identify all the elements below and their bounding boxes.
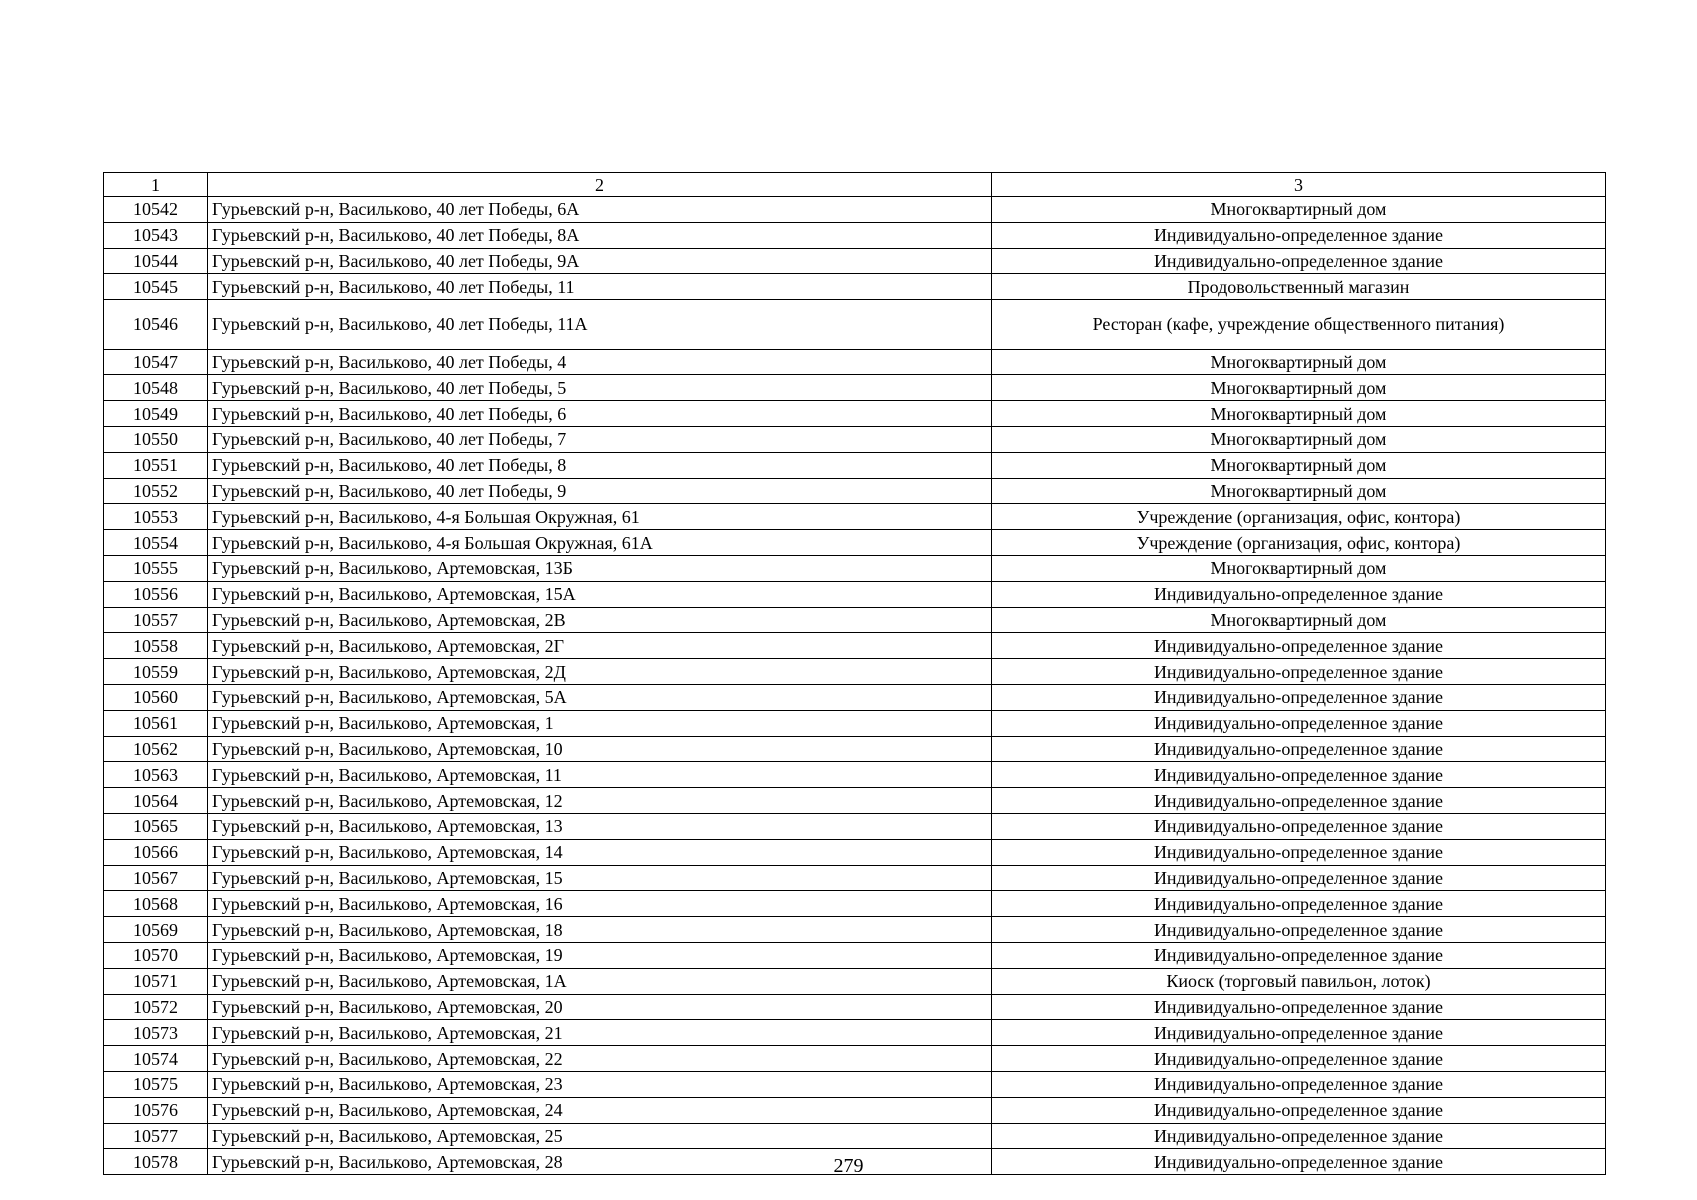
table-header [104, 173, 1606, 197]
row-address: Гурьевский р-н, Васильково, 40 лет Победы, 6 [208, 401, 992, 427]
row-object-type: Многоквартирный дом [992, 197, 1606, 223]
row-object-type: Индивидуально-определенное здание [992, 1020, 1606, 1046]
row-object-type: Индивидуально-определенное здание [992, 943, 1606, 969]
row-address: Гурьевский р-н, Васильково, 4-я Большая Окружная, 61 [208, 504, 992, 530]
row-number: 10550 [104, 427, 208, 453]
row-address: Гурьевский р-н, Васильково, 40 лет Победы, 8А [208, 222, 992, 248]
row-number: 10554 [104, 530, 208, 556]
table-row [104, 452, 1606, 478]
table-row [104, 1072, 1606, 1098]
row-address: Гурьевский р-н, Васильково, Артемовская, 15 [208, 865, 992, 891]
row-address: Гурьевский р-н, Васильково, Артемовская, 25 [208, 1123, 992, 1149]
row-address: Гурьевский р-н, Васильково, Артемовская, 18 [208, 917, 992, 943]
row-object-type: Многоквартирный дом [992, 401, 1606, 427]
row-object-type: Многоквартирный дом [992, 556, 1606, 582]
row-address: Гурьевский р-н, Васильково, Артемовская, 16 [208, 891, 992, 917]
row-number: 10569 [104, 917, 208, 943]
row-address: Гурьевский р-н, Васильково, Артемовская, 1А [208, 968, 992, 994]
row-number: 10544 [104, 248, 208, 274]
row-object-type: Многоквартирный дом [992, 349, 1606, 375]
row-number: 10562 [104, 736, 208, 762]
table-row [104, 943, 1606, 969]
row-number: 10572 [104, 994, 208, 1020]
table-row [104, 504, 1606, 530]
header-col-1: 1 [104, 173, 208, 197]
header-row [104, 173, 1606, 197]
row-number: 10575 [104, 1072, 208, 1098]
row-object-type: Индивидуально-определенное здание [992, 1072, 1606, 1098]
row-number: 10547 [104, 349, 208, 375]
row-address: Гурьевский р-н, Васильково, 40 лет Победы, 8 [208, 452, 992, 478]
row-object-type: Индивидуально-определенное здание [992, 1149, 1606, 1175]
table-row [104, 349, 1606, 375]
row-number: 10561 [104, 710, 208, 736]
row-address: Гурьевский р-н, Васильково, Артемовская, 12 [208, 788, 992, 814]
row-object-type: Учреждение (организация, офис, контора) [992, 530, 1606, 556]
row-address: Гурьевский р-н, Васильково, 40 лет Победы, 6А [208, 197, 992, 223]
row-object-type: Индивидуально-определенное здание [992, 762, 1606, 788]
row-number: 10566 [104, 839, 208, 865]
row-address: Гурьевский р-н, Васильково, 40 лет Победы, 7 [208, 427, 992, 453]
row-number: 10557 [104, 607, 208, 633]
table-row [104, 556, 1606, 582]
table-row [104, 736, 1606, 762]
row-number: 10545 [104, 274, 208, 300]
row-object-type: Индивидуально-определенное здание [992, 788, 1606, 814]
table-row [104, 197, 1606, 223]
table-row [104, 300, 1606, 350]
row-object-type: Индивидуально-определенное здание [992, 917, 1606, 943]
row-object-type: Ресторан (кафе, учреждение общественного питания) [992, 300, 1606, 350]
row-number: 10543 [104, 222, 208, 248]
row-number: 10571 [104, 968, 208, 994]
table-row [104, 401, 1606, 427]
row-object-type: Индивидуально-определенное здание [992, 1123, 1606, 1149]
row-number: 10558 [104, 633, 208, 659]
row-address: Гурьевский р-н, Васильково, Артемовская, 19 [208, 943, 992, 969]
page-number: 279 [833, 1155, 864, 1177]
row-address: Гурьевский р-н, Васильково, Артемовская, 13Б [208, 556, 992, 582]
row-number: 10548 [104, 375, 208, 401]
row-number: 10551 [104, 452, 208, 478]
header-col-2: 2 [208, 173, 992, 197]
row-address: Гурьевский р-н, Васильково, Артемовская, 1 [208, 710, 992, 736]
table-row [104, 1020, 1606, 1046]
row-address: Гурьевский р-н, Васильково, Артемовская, 28 [208, 1149, 992, 1175]
table-body [104, 197, 1606, 1175]
row-number: 10565 [104, 814, 208, 840]
row-object-type: Индивидуально-определенное здание [992, 891, 1606, 917]
table-row [104, 274, 1606, 300]
table-row [104, 581, 1606, 607]
table-row [104, 222, 1606, 248]
table-row [104, 248, 1606, 274]
row-number: 10564 [104, 788, 208, 814]
table-row [104, 478, 1606, 504]
table-row [104, 891, 1606, 917]
row-address: Гурьевский р-н, Васильково, 40 лет Победы, 11 [208, 274, 992, 300]
row-object-type: Многоквартирный дом [992, 478, 1606, 504]
table-row [104, 788, 1606, 814]
row-number: 10552 [104, 478, 208, 504]
row-address: Гурьевский р-н, Васильково, 40 лет Победы, 11А [208, 300, 992, 350]
row-number: 10574 [104, 1046, 208, 1072]
row-address: Гурьевский р-н, Васильково, Артемовская, 13 [208, 814, 992, 840]
row-object-type: Индивидуально-определенное здание [992, 865, 1606, 891]
row-number: 10559 [104, 659, 208, 685]
row-address: Гурьевский р-н, Васильково, Артемовская, 10 [208, 736, 992, 762]
row-object-type: Индивидуально-определенное здание [992, 222, 1606, 248]
row-address: Гурьевский р-н, Васильково, Артемовская, 14 [208, 839, 992, 865]
row-number: 10546 [104, 300, 208, 350]
row-number: 10568 [104, 891, 208, 917]
row-object-type: Индивидуально-определенное здание [992, 248, 1606, 274]
row-object-type: Индивидуально-определенное здание [992, 994, 1606, 1020]
table-row [104, 530, 1606, 556]
row-number: 10567 [104, 865, 208, 891]
table-row [104, 968, 1606, 994]
row-number: 10577 [104, 1123, 208, 1149]
row-object-type: Индивидуально-определенное здание [992, 814, 1606, 840]
row-object-type: Индивидуально-определенное здание [992, 659, 1606, 685]
row-address: Гурьевский р-н, Васильково, Артемовская, 24 [208, 1097, 992, 1123]
table-row [104, 814, 1606, 840]
row-number: 10553 [104, 504, 208, 530]
table-row [104, 375, 1606, 401]
row-object-type: Индивидуально-определенное здание [992, 736, 1606, 762]
row-object-type: Многоквартирный дом [992, 607, 1606, 633]
table-row [104, 685, 1606, 711]
table-row [104, 839, 1606, 865]
table-row [104, 865, 1606, 891]
row-number: 10573 [104, 1020, 208, 1046]
row-address: Гурьевский р-н, Васильково, Артемовская, 2Г [208, 633, 992, 659]
row-number: 10560 [104, 685, 208, 711]
table-row [104, 710, 1606, 736]
row-number: 10570 [104, 943, 208, 969]
row-object-type: Индивидуально-определенное здание [992, 633, 1606, 659]
row-address: Гурьевский р-н, Васильково, Артемовская, 11 [208, 762, 992, 788]
row-address: Гурьевский р-н, Васильково, 40 лет Победы, 4 [208, 349, 992, 375]
row-object-type: Продовольственный магазин [992, 274, 1606, 300]
row-address: Гурьевский р-н, Васильково, 4-я Большая Окружная, 61А [208, 530, 992, 556]
row-address: Гурьевский р-н, Васильково, 40 лет Победы, 9А [208, 248, 992, 274]
row-object-type: Многоквартирный дом [992, 427, 1606, 453]
table-row [104, 607, 1606, 633]
row-address: Гурьевский р-н, Васильково, Артемовская, 23 [208, 1072, 992, 1098]
table-row [104, 1046, 1606, 1072]
row-address: Гурьевский р-н, Васильково, Артемовская, 15А [208, 581, 992, 607]
registry-table [103, 172, 1606, 1175]
row-number: 10576 [104, 1097, 208, 1123]
row-object-type: Индивидуально-определенное здание [992, 1046, 1606, 1072]
row-number: 10578 [104, 1149, 208, 1175]
header-col-3: 3 [992, 173, 1606, 197]
row-number: 10555 [104, 556, 208, 582]
row-number: 10563 [104, 762, 208, 788]
row-object-type: Киоск (торговый павильон, лоток) [992, 968, 1606, 994]
row-object-type: Индивидуально-определенное здание [992, 685, 1606, 711]
row-object-type: Многоквартирный дом [992, 452, 1606, 478]
row-address: Гурьевский р-н, Васильково, Артемовская, 2Д [208, 659, 992, 685]
table-row [104, 917, 1606, 943]
row-address: Гурьевский р-н, Васильково, 40 лет Победы, 5 [208, 375, 992, 401]
table-row [104, 1123, 1606, 1149]
row-address: Гурьевский р-н, Васильково, Артемовская, 5А [208, 685, 992, 711]
row-object-type: Учреждение (организация, офис, контора) [992, 504, 1606, 530]
row-address: Гурьевский р-н, Васильково, Артемовская, 2В [208, 607, 992, 633]
row-address: Гурьевский р-н, Васильково, Артемовская, 22 [208, 1046, 992, 1072]
row-number: 10549 [104, 401, 208, 427]
row-address: Гурьевский р-н, Васильково, Артемовская, 20 [208, 994, 992, 1020]
row-object-type: Индивидуально-определенное здание [992, 581, 1606, 607]
table-row [104, 994, 1606, 1020]
row-object-type: Индивидуально-определенное здание [992, 839, 1606, 865]
row-object-type: Индивидуально-определенное здание [992, 710, 1606, 736]
table-row [104, 762, 1606, 788]
row-address: Гурьевский р-н, Васильково, 40 лет Победы, 9 [208, 478, 992, 504]
row-object-type: Многоквартирный дом [992, 375, 1606, 401]
table-row [104, 659, 1606, 685]
table-row [104, 1097, 1606, 1123]
table-row [104, 427, 1606, 453]
row-number: 10542 [104, 197, 208, 223]
row-address: Гурьевский р-н, Васильково, Артемовская, 21 [208, 1020, 992, 1046]
row-number: 10556 [104, 581, 208, 607]
row-object-type: Индивидуально-определенное здание [992, 1097, 1606, 1123]
table-row [104, 633, 1606, 659]
